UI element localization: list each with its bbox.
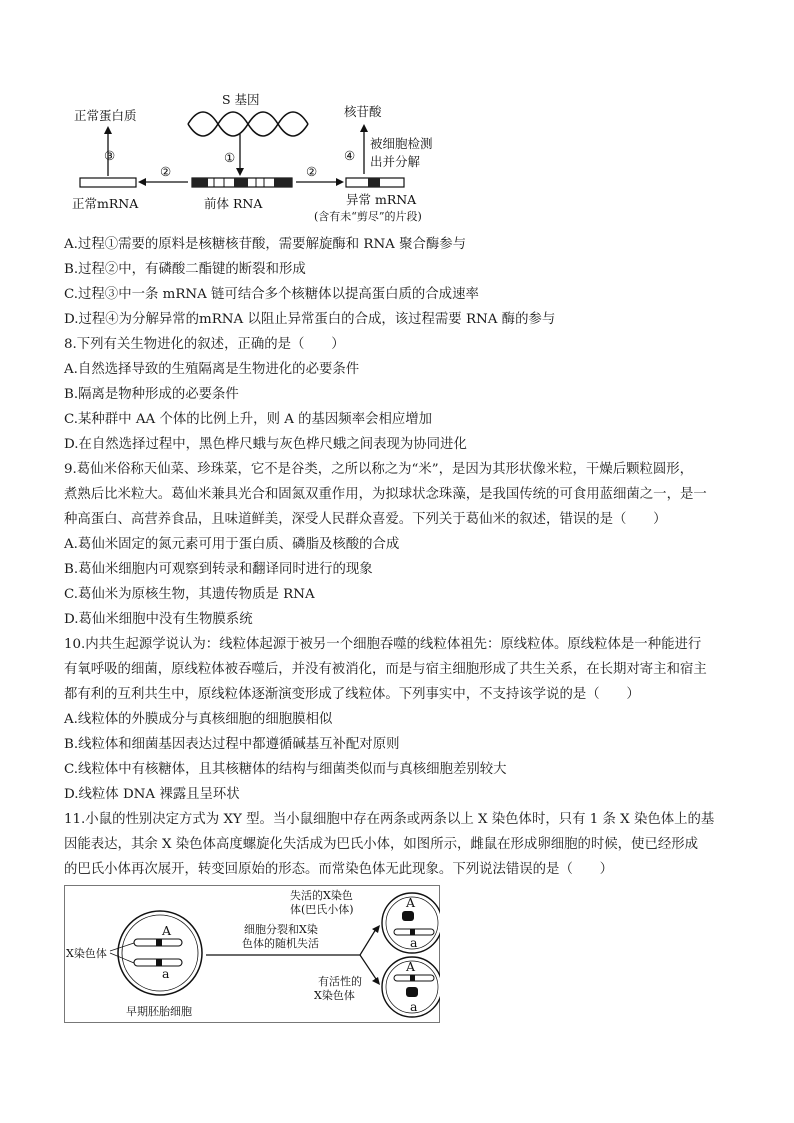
active-x-label-2: X染色体: [314, 989, 355, 1002]
x-inactivation-figure: [64, 885, 440, 1023]
allele-A-left: A: [162, 923, 172, 938]
q10-stem-line: 都有利的互利共生中，原线粒体逐渐演变形成了线粒体。下列事实中，不支持该学说的是（ ）: [64, 687, 640, 702]
q11-stem-line: 11.小鼠的性别决定方式为 XY 型。当小鼠细胞中存在两条或两条以上 X 染色体时，只有 1 条 X 染色体上的基: [64, 812, 715, 827]
q9-option-a: A.葛仙米固定的氮元素可用于蛋白质、磷脂及核酸的合成: [64, 537, 400, 552]
abnormal-mrna-label: 异常 mRNA: [346, 192, 417, 207]
decompose-label: 出并分解: [370, 154, 421, 169]
inactive-x-label-1: 失活的X染色: [290, 889, 353, 902]
allele-a-bottom: a: [410, 999, 418, 1014]
q11-stem-line: 的巴氏小体再次展开，转变回原始的形态。而常染色体无此现象。下列说法错误的是（ ）: [64, 862, 614, 877]
q8-option-b: B.隔离是物种形成的必要条件: [64, 387, 239, 402]
q7-option-a: A.过程①需要的原料是核糖核苷酸，需要解旋酶和 RNA 聚合酶参与: [64, 237, 467, 252]
arrow-label-1: 细胞分裂和X染: [244, 923, 318, 936]
q9-stem-line: 煮熟后比米粒大。葛仙米兼具光合和固氮双重作用，为拟球状念珠藻，是我国传统的可食用蓝细菌之一，是一: [64, 487, 707, 502]
gene-label: S 基因: [222, 92, 260, 107]
q10-option-c: C.线粒体中有核糖体，且其核糖体的结构与细菌类似而与真核细胞差别较大: [64, 762, 507, 777]
q9-stem-line: 9.葛仙米俗称天仙菜、珍珠菜，它不是谷类，之所以称之为“米”，是因为其形状像米粒，干燥后颗粒圆形，: [64, 462, 694, 477]
normal-mrna-label: 正常mRNA: [72, 196, 139, 211]
allele-a-left: a: [162, 966, 170, 981]
q10-option-d: D.线粒体 DNA 裸露且呈环状: [64, 787, 240, 802]
normal-mrna-bar: [80, 178, 136, 187]
q10-option-b: B.线粒体和细菌基因表达过程中都遵循碱基互补配对原则: [64, 737, 400, 752]
normal-protein-label: 正常蛋白质: [74, 108, 137, 123]
q8-stem: 8.下列有关生物进化的叙述，正确的是（ ）: [64, 337, 345, 352]
q8-option-a: A.自然选择导致的生殖隔离是生物进化的必要条件: [64, 362, 360, 377]
gene-expression-figure: [64, 86, 464, 226]
allele-a-top: a: [410, 935, 418, 950]
nucleotide-label: 核苷酸: [344, 104, 382, 119]
q10-option-a: A.线粒体的外膜成分与真核细胞的细胞膜相似: [64, 712, 333, 727]
inactive-x-label-2: 体(巴氏小体): [290, 903, 354, 916]
q9-stem-line: 种高蛋白、高营养食品，且味道鲜美，深受人民群众喜爱。下列关于葛仙米的叙述，错误的是（ ）: [64, 512, 667, 527]
q7-option-b: B.过程②中，有磷酸二酯键的断裂和形成: [64, 262, 306, 277]
step-4-label: ④: [344, 148, 356, 163]
early-embryo-cell: [118, 911, 202, 995]
q7-option-d: D.过程④为分解异常的mRNA 以阻止异常蛋白的合成，该过程需要 RNA 酶的参与: [64, 312, 556, 327]
arrow-label-2: 色体的随机失活: [242, 937, 319, 950]
early-cell-label: 早期胚胎细胞: [126, 1005, 192, 1018]
pre-rna-label: 前体 RNA: [204, 196, 263, 211]
step-2-right-label: ②: [306, 164, 318, 179]
detect-label: 被细胞检测: [370, 136, 433, 151]
abnormal-mrna-note: (含有未“剪尽”的片段): [314, 210, 422, 223]
q9-option-b: B.葛仙米细胞内可观察到转录和翻译同时进行的现象: [64, 562, 373, 577]
step-3-label: ③: [104, 148, 116, 163]
allele-A-bottom: A: [406, 959, 416, 974]
step-2-left-label: ②: [160, 164, 172, 179]
x-chromosome-label: X染色体: [66, 947, 107, 960]
q9-option-c: C.葛仙米为原核生物，其遗传物质是 RNA: [64, 587, 315, 602]
q10-stem-line: 有氧呼吸的细菌，原线粒体被吞噬后，并没有被消化，而是与宿主细胞形成了共生关系，在长期对寄主和宿主: [64, 662, 707, 677]
q8-option-c: C.某种群中 AA 个体的比例上升，则 A 的基因频率会相应增加: [64, 412, 433, 427]
allele-A-top: A: [406, 895, 416, 910]
q8-option-d: D.在自然选择过程中，黑色桦尺蛾与灰色桦尺蛾之间表现为协同进化: [64, 437, 467, 452]
q7-option-c: C.过程③中一条 mRNA 链可结合多个核糖体以提高蛋白质的合成速率: [64, 287, 479, 302]
q9-option-d: D.葛仙米细胞中没有生物膜系统: [64, 612, 253, 627]
q11-stem-line: 因能表达，其余 X 染色体高度螺旋化失活成为巴氏小体，如图所示，雌鼠在形成卵细胞的时候，使已经形成: [64, 837, 699, 852]
step-1-label: ①: [224, 150, 236, 165]
active-x-label-1: 有活性的: [318, 975, 362, 988]
q10-stem-line: 10.内共生起源学说认为：线粒体起源于被另一个细胞吞噬的线粒体祖先：原线粒体。原线粒体是一种能进行: [64, 637, 702, 652]
